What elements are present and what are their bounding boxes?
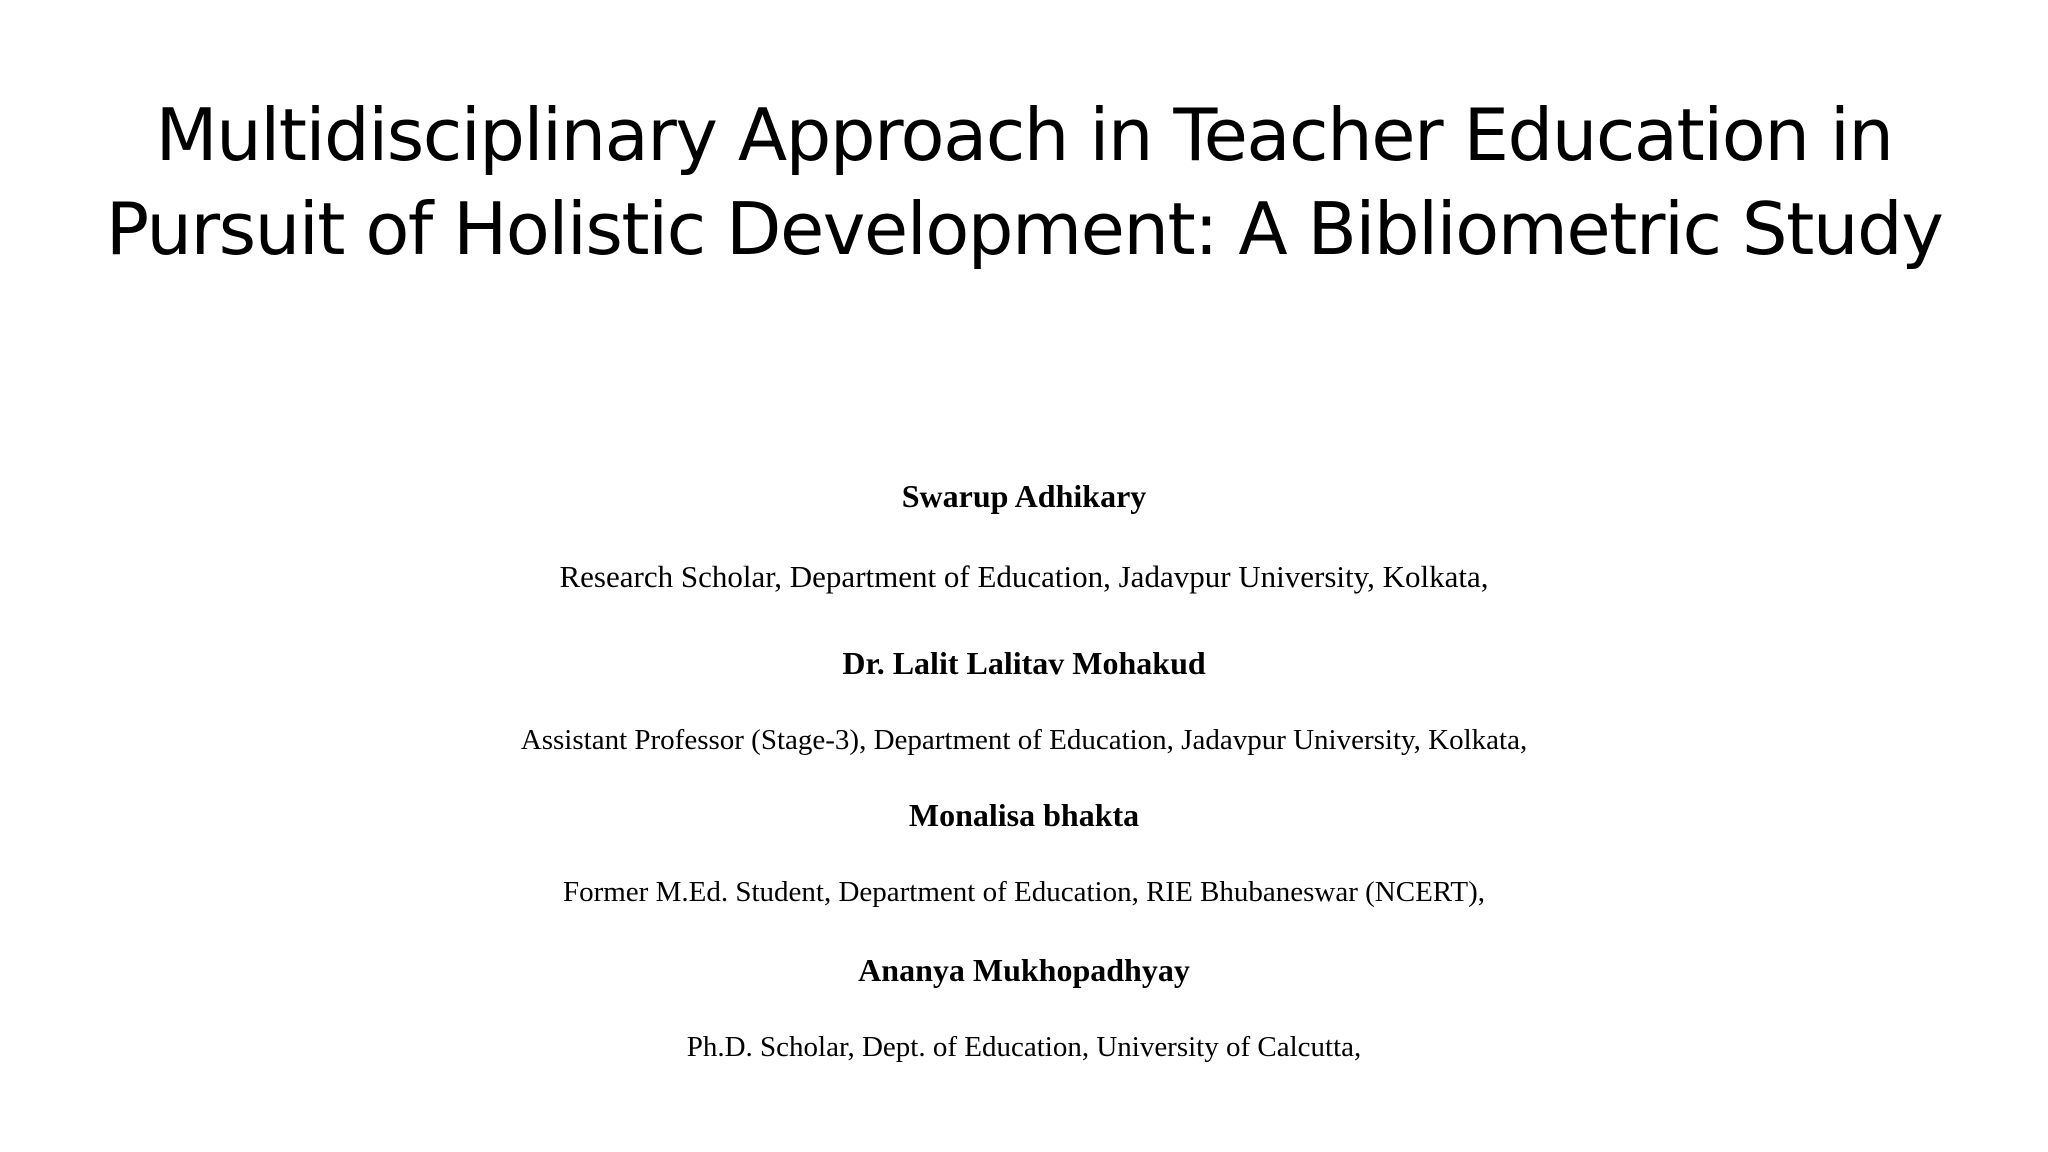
- author-affiliation-1: Research Scholar, Department of Education, Jadavpur University, Kolkata,: [559, 559, 1489, 594]
- author-name-3: Monalisa bhakta: [908, 797, 1140, 833]
- title-line-1: Multidisciplinary Approach in Teacher Education in: [155, 93, 1893, 177]
- author-affiliation-2: Assistant Professor (Stage-3), Department of Education, Jadavpur University, Kolkata,: [520, 724, 1528, 756]
- author-name-2: Dr. Lalit Lalitav Mohakud: [842, 645, 1206, 681]
- author-affiliation-3: Former M.Ed. Student, Department of Education, RIE Bhubaneswar (NCERT),: [562, 876, 1486, 908]
- slide-title: [60, 88, 1988, 276]
- author-name-1: Swarup Adhikary: [901, 478, 1147, 514]
- author-affiliation-4: Ph.D. Scholar, Dept. of Education, University of Calcutta,: [686, 1031, 1362, 1063]
- author-name-4: Ananya Mukhopadhyay: [858, 952, 1190, 988]
- title-line-2: Pursuit of Holistic Development: A Bibliometric Study: [105, 187, 1943, 271]
